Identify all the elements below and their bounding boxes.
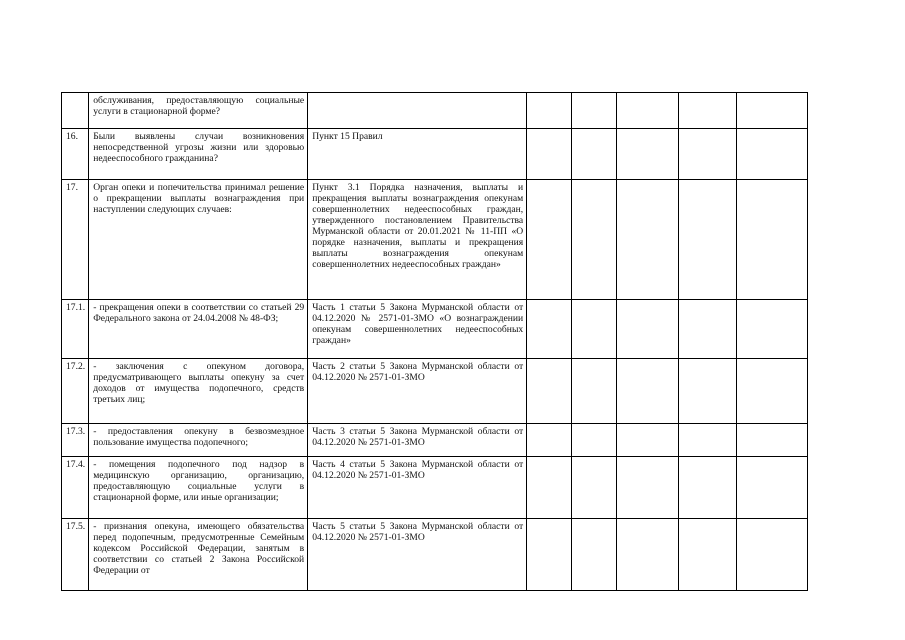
table-row bbox=[62, 180, 808, 300]
answer-no-cell bbox=[572, 129, 617, 180]
legal-basis-cell: Часть 3 статьи 5 Закона Мурманской области от 04.12.2020 № 2571-01-ЗМО bbox=[308, 424, 527, 457]
legal-basis-cell: Часть 5 статьи 5 Закона Мурманской области от 04.12.2020 № 2571-01-ЗМО bbox=[308, 519, 527, 591]
row-number: 17. bbox=[62, 180, 89, 300]
comment-cell bbox=[737, 457, 808, 519]
comment-cell bbox=[737, 180, 808, 300]
question-cell: - помещения подопечного под надзор в медицинскую организацию, организацию, предоставляющую социальные услуги в стационарной форме, или иные организации; bbox=[89, 457, 308, 519]
legal-basis-cell: Часть 1 статьи 5 Закона Мурманской области от 04.12.2020 № 2571-01-ЗМО «О вознаграждении опекунам совершеннолетних недееспособных граждан» bbox=[308, 300, 527, 359]
answer-no-cell bbox=[572, 424, 617, 457]
question-cell: обслуживания, предоставляющую социальные услуги в стационарной форме? bbox=[89, 93, 308, 129]
comment-cell bbox=[737, 424, 808, 457]
not-applicable-cell bbox=[617, 129, 679, 180]
question-cell: - предоставления опекуну в безвозмездное пользование имущества подопечного; bbox=[89, 424, 308, 457]
answer-no-cell bbox=[572, 359, 617, 424]
comment-cell bbox=[737, 129, 808, 180]
row-number: 17.2. bbox=[62, 359, 89, 424]
row-number: 17.4. bbox=[62, 457, 89, 519]
answer-yes-cell bbox=[527, 129, 572, 180]
note-cell bbox=[679, 359, 737, 424]
table-row bbox=[62, 129, 808, 180]
not-applicable-cell bbox=[617, 300, 679, 359]
question-cell: - прекращения опеки в соответствии со статьей 29 Федерального закона от 24.04.2008 № 48-ФЗ; bbox=[89, 300, 308, 359]
comment-cell bbox=[737, 300, 808, 359]
not-applicable-cell bbox=[617, 180, 679, 300]
legal-basis-cell: Пункт 15 Правил bbox=[308, 129, 527, 180]
table-row bbox=[62, 457, 808, 519]
answer-no-cell bbox=[572, 300, 617, 359]
comment-cell bbox=[737, 519, 808, 591]
comment-cell bbox=[737, 359, 808, 424]
answer-yes-cell bbox=[527, 519, 572, 591]
not-applicable-cell bbox=[617, 424, 679, 457]
note-cell bbox=[679, 424, 737, 457]
answer-no-cell bbox=[572, 180, 617, 300]
legal-basis-cell bbox=[308, 93, 527, 129]
legal-basis-cell: Пункт 3.1 Порядка назначения, выплаты и прекращения выплаты вознаграждения опекунам совершеннолетних недееспособных граждан, утвержденного постановлением Правительства Мурманской области от 20.01.2021 № 11-ПП «О порядке назначения, выплаты и прекращения выплаты вознаграждения опекунам совершеннолетних недееспособных граждан» bbox=[308, 180, 527, 300]
table-row bbox=[62, 300, 808, 359]
note-cell bbox=[679, 129, 737, 180]
answer-yes-cell bbox=[527, 457, 572, 519]
not-applicable-cell bbox=[617, 93, 679, 129]
answer-yes-cell bbox=[527, 424, 572, 457]
legal-basis-cell: Часть 2 статьи 5 Закона Мурманской области от 04.12.2020 № 2571-01-ЗМО bbox=[308, 359, 527, 424]
row-number: 17.5. bbox=[62, 519, 89, 591]
note-cell bbox=[679, 93, 737, 129]
table-row bbox=[62, 519, 808, 591]
question-cell: - признания опекуна, имеющего обязательства перед подопечным, предусмотренные Семейным кодексом Российской Федерации, занятым в соответствии со статьей 2 Закона Российской Федерации от bbox=[89, 519, 308, 591]
note-cell bbox=[679, 180, 737, 300]
answer-no-cell bbox=[572, 519, 617, 591]
answer-yes-cell bbox=[527, 359, 572, 424]
not-applicable-cell bbox=[617, 519, 679, 591]
note-cell bbox=[679, 519, 737, 591]
legal-basis-cell: Часть 4 статьи 5 Закона Мурманской области от 04.12.2020 № 2571-01-ЗМО bbox=[308, 457, 527, 519]
table-row bbox=[62, 359, 808, 424]
row-number bbox=[62, 93, 89, 129]
row-number: 16. bbox=[62, 129, 89, 180]
note-cell bbox=[679, 457, 737, 519]
question-cell: Были выявлены случаи возникновения непосредственной угрозы жизни или здоровью недееспособного гражданина? bbox=[89, 129, 308, 180]
checklist-table bbox=[61, 92, 808, 591]
question-cell: Орган опеки и попечительства принимал решение о прекращении выплаты вознаграждения при наступлении следующих случаев: bbox=[89, 180, 308, 300]
answer-no-cell bbox=[572, 457, 617, 519]
not-applicable-cell bbox=[617, 457, 679, 519]
answer-yes-cell bbox=[527, 300, 572, 359]
comment-cell bbox=[737, 93, 808, 129]
table-row bbox=[62, 424, 808, 457]
table-row bbox=[62, 93, 808, 129]
answer-yes-cell bbox=[527, 93, 572, 129]
question-cell: - заключения с опекуном договора, предусматривающего выплаты опекуну за счет доходов от имущества подопечного, средств третьих лиц; bbox=[89, 359, 308, 424]
answer-no-cell bbox=[572, 93, 617, 129]
answer-yes-cell bbox=[527, 180, 572, 300]
not-applicable-cell bbox=[617, 359, 679, 424]
row-number: 17.1. bbox=[62, 300, 89, 359]
row-number: 17.3. bbox=[62, 424, 89, 457]
note-cell bbox=[679, 300, 737, 359]
